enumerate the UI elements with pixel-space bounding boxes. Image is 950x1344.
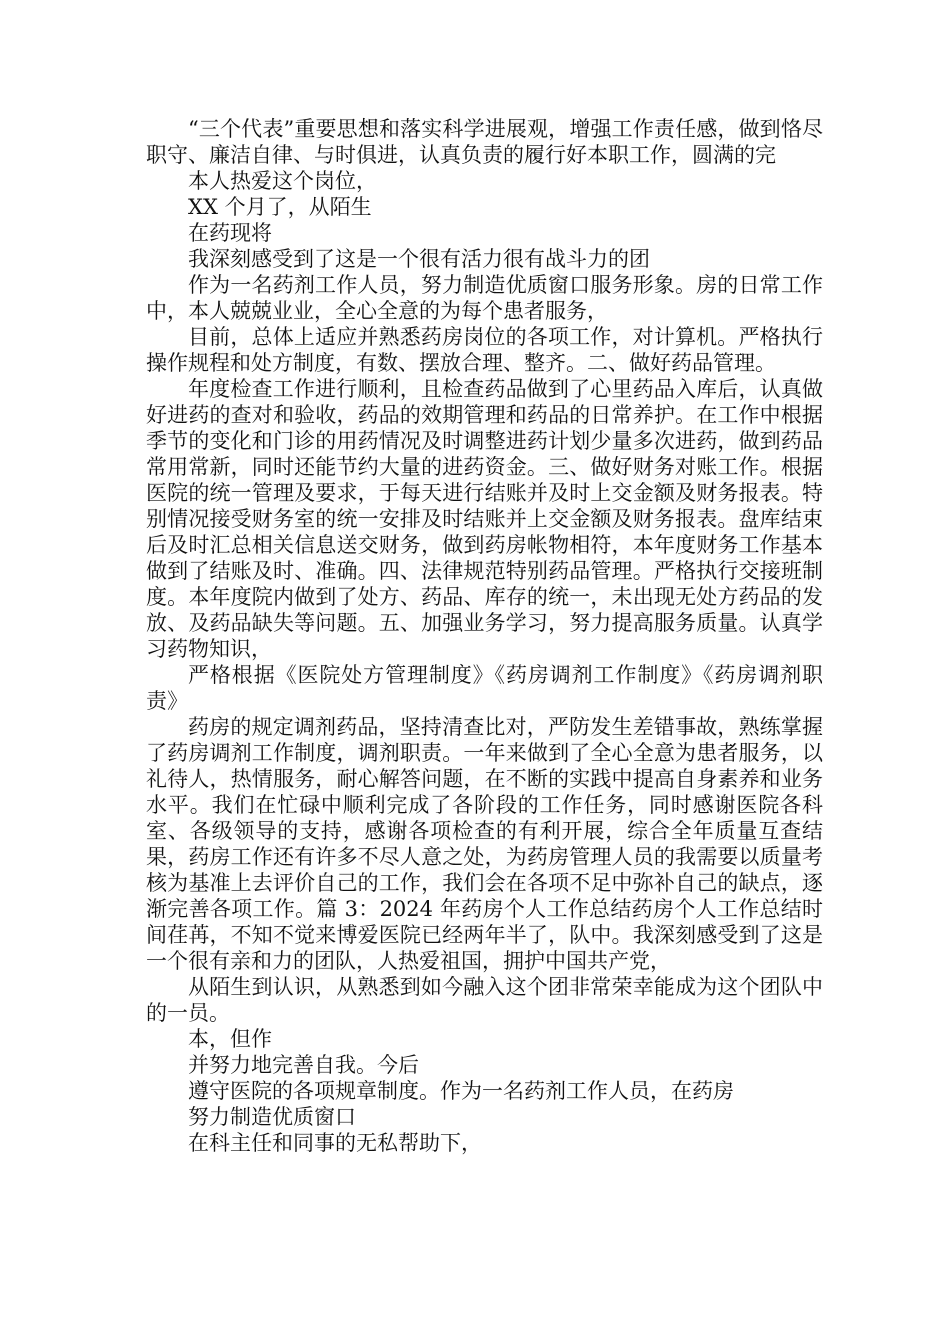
paragraph: 并努力地完善自我。今后 [188,1053,419,1077]
paragraph: XX 个月了，从陌生 [188,195,372,219]
document-body [146,116,823,1156]
paragraph: 严格根据《医院处方管理制度》《药房调剂工作制度》《药房调剂职责》 [146,663,823,713]
paragraph: 作为一名药剂工作人员，努力制造优质窗口服务形象。房的日常工作中，本人兢兢业业，全心全意的为每个患者服务， [146,273,823,323]
paragraph: 在科主任和同事的无私帮助下， [188,1131,482,1155]
paragraph: 在药现将 [188,221,272,245]
paragraph: 遵守医院的各项规章制度。作为一名药剂工作人员，在药房 [188,1079,734,1103]
paragraph: 本人热爱这个岗位， [188,169,377,193]
paragraph: 努力制造优质窗口 [188,1105,356,1129]
paragraph: “三个代表”重要思想和落实科学进展观，增强工作责任感，做到恪尽职守、廉洁自律、与时俱进，认真负责的履行好本职工作，圆满的完 [146,117,823,167]
paragraph: 药房的规定调剂药品，坚持清查比对，严防发生差错事故，熟练掌握了药房调剂工作制度，调剂职责。一年来做到了全心全意为患者服务，以礼待人，热情服务，耐心解答问题，在不断的实践中提高自身素养和业务水平。我们在忙碌中顺利完成了各阶段的工作任务，同时感谢医院各科室、各级领导的支持，感谢各项检查的有利开展，综合全年质量互查结果，药房工作还有许多不尽人意之处，为药房管理人员的我需要以质量考核为基准上去评价自己的工作，我们会在各项不足中弥补自己的缺点，逐渐完善各项工作。篇 3：2024 年药房个人工作总结药房个人工作总结时间荏苒，不知不觉来博爱医院已经两年半了，队中。我深刻感受到了这是一个很有亲和力的团队，人热爱祖国，拥护中国共产党， [146,715,823,973]
paragraph: 目前，总体上适应并熟悉药房岗位的各项工作，对计算机。严格执行操作规程和处方制度，有数、摆放合理、整齐。二、做好药品管理。 [146,325,823,375]
paragraph: 年度检查工作进行顺利，且检查药品做到了心里药品入库后，认真做好进药的查对和验收，药品的效期管理和药品的日常养护。在工作中根据季节的变化和门诊的用药情况及时调整进药计划少量多次进药，做到药品常用常新，同时还能节约大量的进药资金。三、做好财务对账工作。根据医院的统一管理及要求，于每天进行结账并及时上交金额及财务报表。特别情况接受财务室的统一安排及时结账并上交金额及财务报表。盘库结束后及时汇总相关信息送交财务，做到药房帐物相符，本年度财务工作基本做到了结账及时、准确。四、法律规范特别药品管理。严格执行交接班制度。本年度院内做到了处方、药品、库存的统一，未出现无处方药品的发放、及药品缺失等问题。五、加强业务学习，努力提高服务质量。认真学习药物知识， [146,377,823,661]
paragraph: 本，但作 [188,1027,272,1051]
paragraph: 从陌生到认识，从熟悉到如今融入这个团非常荣幸能成为这个团队中的一员。 [146,975,823,1025]
paragraph: 我深刻感受到了这是一个很有活力很有战斗力的团 [188,247,650,271]
